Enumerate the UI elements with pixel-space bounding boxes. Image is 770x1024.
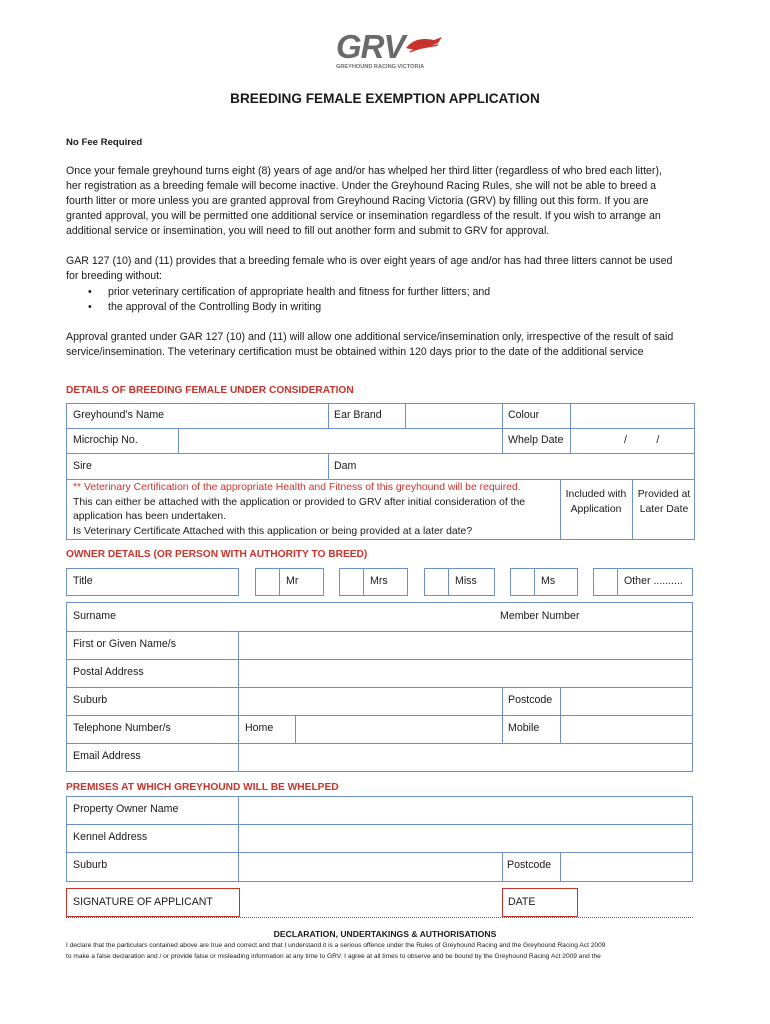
intro-line: Approval granted under GAR 127 (10) and (11) will allow one additional service/insemination only, irrespective of the result of said: [66, 331, 674, 343]
bullet-text: prior veterinary certification of appropriate health and fitness for further litters; and: [108, 286, 491, 298]
intro-line: additional service or insemination, you will need to fill out another form and submit to GRV for approval.: [66, 225, 550, 237]
intro-line: Once your female greyhound turns eight (8) years of age and/or has whelped her third litter (regardless of who bred each litter),: [66, 165, 662, 177]
intro-line: for breeding without:: [66, 270, 162, 282]
fee-note: No Fee Required: [66, 137, 143, 148]
mobile-label: Mobile: [508, 722, 540, 734]
ear-brand-field[interactable]: [406, 404, 501, 427]
postal-address-label: Postal Address: [73, 666, 144, 678]
included-option[interactable]: Included with Application: [565, 489, 627, 515]
mr-label: Mr: [286, 575, 299, 587]
intro-line: GAR 127 (10) and (11) provides that a breeding female who is over eight years of age and/or has had three litters cannot be used: [66, 255, 673, 267]
email-field[interactable]: [239, 744, 692, 771]
first-name-label: First or Given Name/s: [73, 638, 177, 650]
miss-checkbox[interactable]: [424, 568, 449, 596]
mrs-label: Mrs: [370, 575, 388, 587]
mrs-checkbox[interactable]: [339, 568, 364, 596]
premises-postcode-label: Postcode: [507, 859, 552, 871]
whelp-date-field[interactable]: / /: [624, 434, 660, 446]
property-owner-label: Property Owner Name: [73, 803, 179, 815]
bullet-1: [88, 285, 491, 300]
ear-brand-label: Ear Brand: [334, 409, 382, 421]
other-checkbox[interactable]: [593, 568, 618, 596]
surname-field[interactable]: [150, 603, 490, 630]
page-title: BREEDING FEMALE EXEMPTION APPLICATION: [230, 91, 540, 106]
ms-label: Ms: [541, 575, 556, 587]
signature-field[interactable]: [240, 888, 502, 917]
section-heading-premises: PREMISES AT WHICH GREYHOUND WILL BE WHELPED: [66, 782, 339, 793]
intro-line: fourth litter or more unless you are granted approval from Greyhound Racing Victoria (GRV) by filling out this form. If you are: [66, 195, 649, 207]
postcode-field[interactable]: [561, 688, 692, 714]
premises-suburb-label: Suburb: [73, 859, 108, 871]
dam-field[interactable]: [370, 454, 694, 478]
bullet-2: [88, 300, 322, 315]
first-name-field[interactable]: [239, 632, 692, 658]
bullet-text: the approval of the Controlling Body in writing: [108, 301, 322, 313]
telephone-label: Telephone Number/s: [73, 722, 171, 734]
vet-note-line: application has been undertaken.: [73, 511, 227, 522]
bullet-icon: •: [88, 286, 92, 298]
mobile-phone-field[interactable]: [561, 716, 692, 742]
ms-checkbox[interactable]: [510, 568, 535, 596]
greyhound-name-field[interactable]: [180, 404, 326, 427]
surname-label: Surname: [73, 610, 116, 622]
signature-label: SIGNATURE OF APPLICANT: [73, 896, 213, 908]
provided-later-option[interactable]: Provided at Later Date: [637, 489, 691, 515]
kennel-address-label: Kennel Address: [73, 831, 148, 843]
title-label: Title: [73, 575, 93, 587]
suburb-field[interactable]: [239, 688, 501, 714]
date-label: DATE: [508, 896, 536, 908]
grv-logo: [336, 30, 436, 72]
section-heading-female: DETAILS OF BREEDING FEMALE UNDER CONSIDERATION: [66, 385, 354, 396]
premises-suburb-field[interactable]: [239, 853, 501, 881]
microchip-field[interactable]: [179, 429, 501, 452]
intro-line: granted approval, you will be permitted one additional service or insemination regardless of the result. If you wish to arrange an: [66, 210, 661, 222]
dam-label: Dam: [334, 460, 357, 472]
greyhound-icon: [404, 34, 444, 56]
whelp-date-label: Whelp Date: [508, 434, 564, 446]
colour-label: Colour: [508, 409, 540, 421]
vet-note-line: Is Veterinary Certificate Attached with this application or being provided at a later date?: [73, 525, 473, 537]
postcode-label: Postcode: [508, 694, 553, 706]
logo-letters: GRV: [336, 28, 405, 65]
greyhound-name-label: Greyhound’s Name: [73, 409, 165, 421]
microchip-label: Microchip No.: [73, 434, 138, 446]
date-field[interactable]: [578, 888, 693, 917]
intro-line: her registration as a breeding female will become inactive. Under the Greyhound Racing Rules, she will not be able to breed a: [66, 180, 657, 192]
intro-paragraph-2: [66, 254, 706, 284]
suburb-label: Suburb: [73, 694, 108, 706]
email-label: Email Address: [73, 750, 141, 762]
premises-postcode-field[interactable]: [561, 853, 692, 881]
colour-field[interactable]: [571, 404, 694, 427]
vet-note-line: ** Veterinary Certification of the appropriate Health and Fitness of this greyhound will be required.: [73, 482, 521, 493]
vet-note-line: This can either be attached with the application or provided to GRV after initial consideration of the: [73, 496, 526, 508]
sire-field[interactable]: [110, 454, 326, 478]
other-label: Other ..........: [624, 575, 683, 587]
declaration-line-2: to make a false declaration and / or provide false or misleading information at any time to GRV. I agree at all times to observe and be bound by the Greyhound Racing Act 2009 and the: [66, 953, 601, 960]
declaration-line-1: I declare that the particulars contained above are true and correct and that I understand it is a serious offence under the Rules of Greyhound Racing and the Greyhound Racing Act 2009: [66, 942, 606, 949]
section-heading-owner: OWNER DETAILS (OR PERSON WITH AUTHORITY TO BREED): [66, 549, 368, 560]
intro-line: service/insemination. The veterinary certification must be obtained within 120 days prior to the date of the additional service: [66, 346, 644, 358]
miss-label: Miss: [455, 575, 477, 587]
logo-tagline: GREYHOUND RACING VICTORIA: [336, 64, 425, 70]
intro-paragraph-3: [66, 330, 706, 360]
member-number-label: Member Number: [500, 610, 580, 622]
home-phone-field[interactable]: [296, 716, 501, 742]
bullet-icon: •: [88, 301, 92, 313]
vet-certificate-note: [73, 481, 558, 539]
intro-paragraph-1: [66, 164, 706, 239]
postal-address-field[interactable]: [239, 660, 692, 686]
property-owner-field[interactable]: [239, 797, 692, 823]
sire-label: Sire: [73, 460, 92, 472]
home-label: Home: [245, 722, 274, 734]
kennel-address-field[interactable]: [239, 825, 692, 851]
mr-checkbox[interactable]: [255, 568, 280, 596]
declaration-heading: DECLARATION, UNDERTAKINGS & AUTHORISATIONS: [273, 929, 497, 939]
